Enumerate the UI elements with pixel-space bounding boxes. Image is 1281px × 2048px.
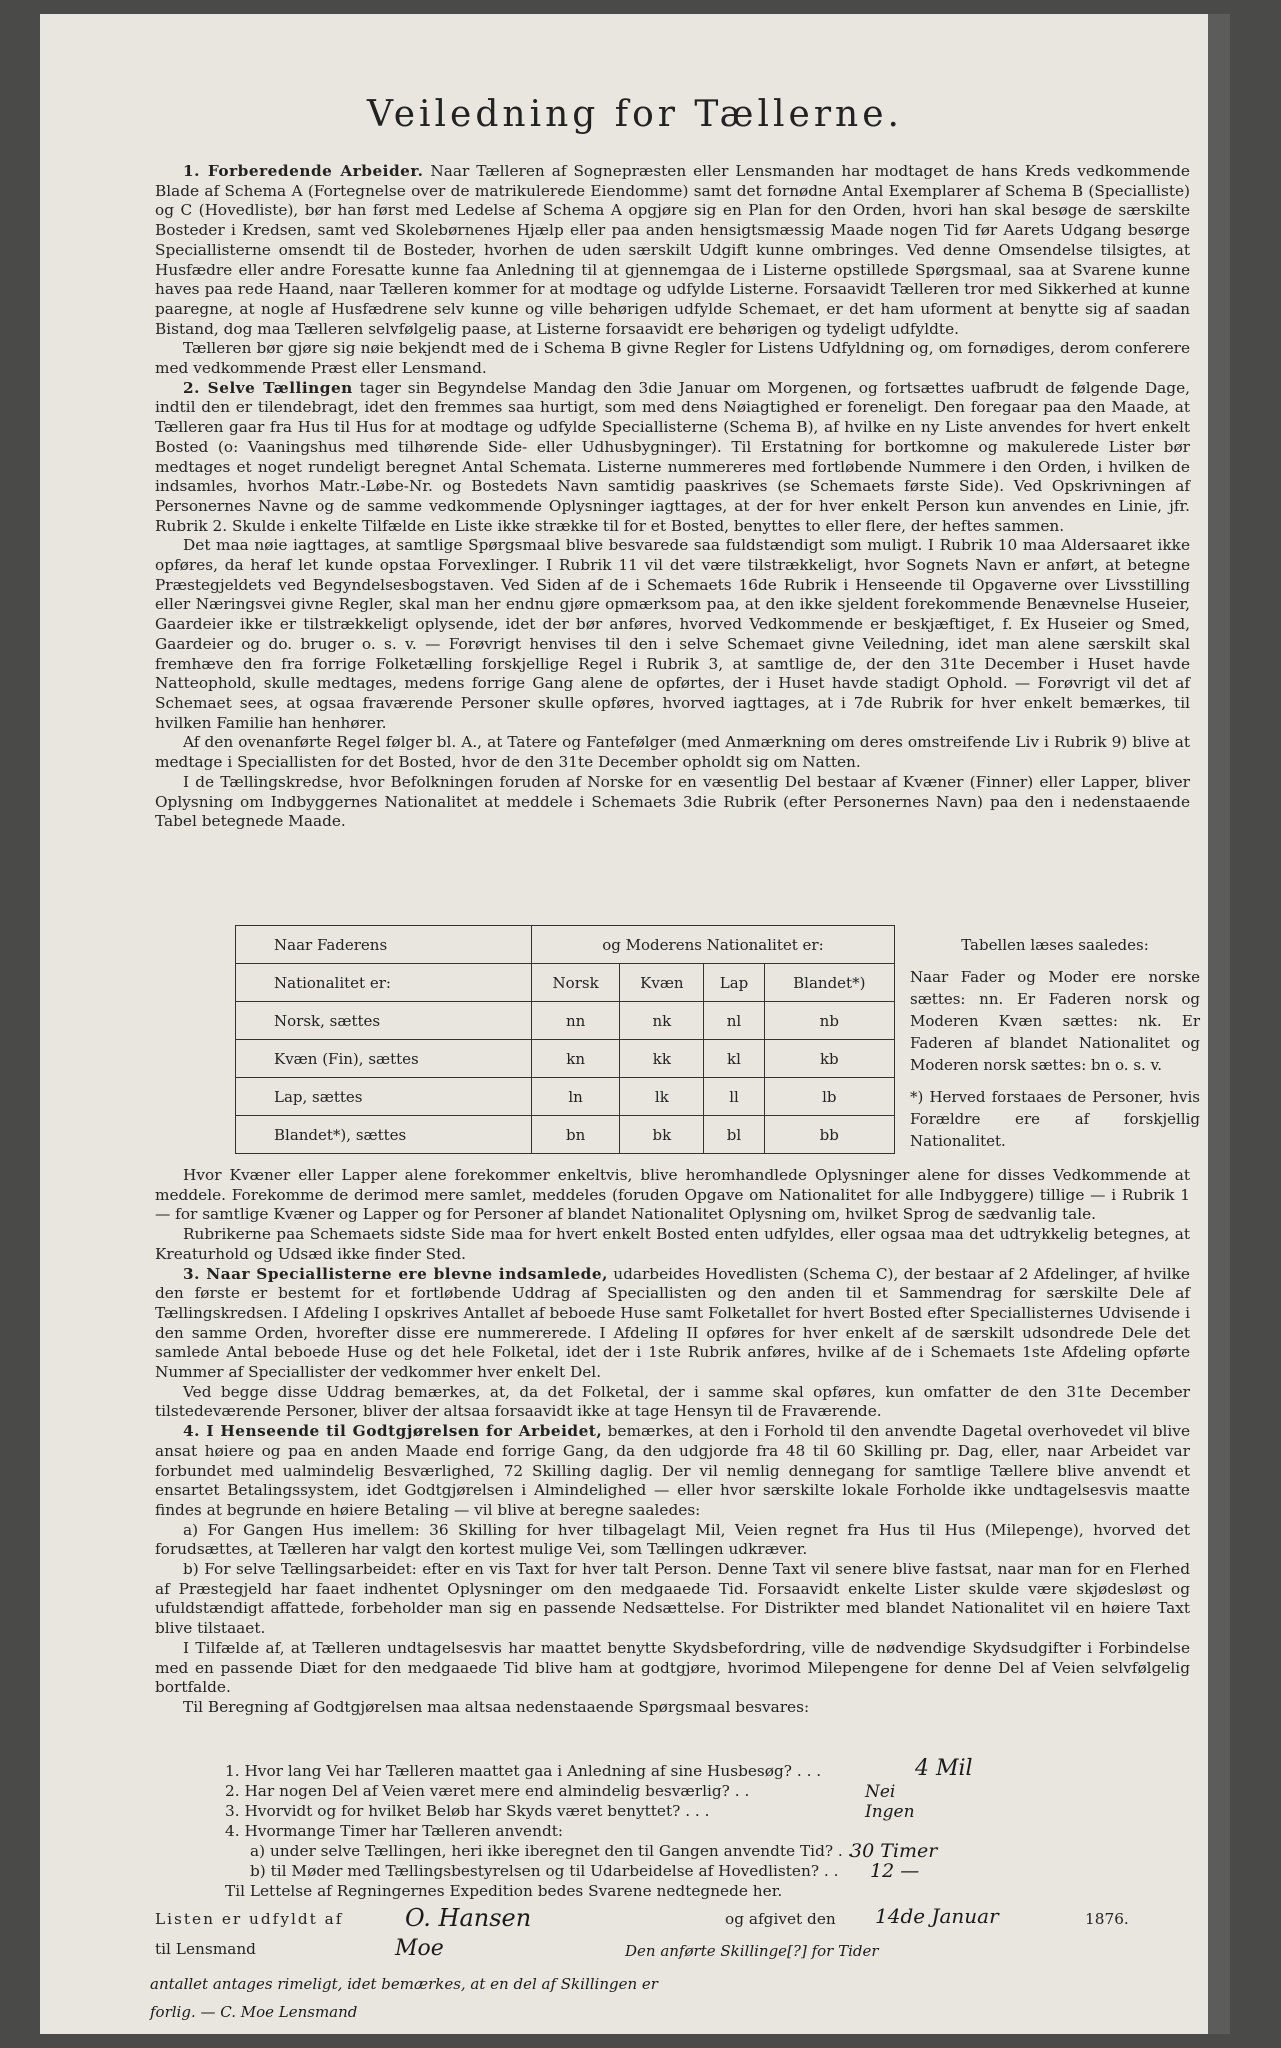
- handwritten-answer: 4 Mil: [915, 1756, 973, 1781]
- paragraph-7: [155, 1166, 1190, 1225]
- question-text: 4. Hvormange Timer har Tælleren anvendt:: [225, 1822, 564, 1840]
- paragraph-text: Af den ovenanførte Regel følger bl. A., at Tatere og Fantefølger (med Anmærkning om deres omstreifende Liv i Rubrik 9) blive at medtage i Speciallisten for det Bosted, hvor de den 31te December opholdt sig om Natten.: [155, 733, 1190, 772]
- paragraph-10: [155, 1383, 1190, 1422]
- notes-heading: Tabellen læses saaledes:: [961, 936, 1149, 954]
- row-label: Norsk, sættes: [236, 1002, 532, 1040]
- paragraph-text: Det maa nøie iagttages, at samtlige Spørgsmaal blive besvarede saa fuldstændigt som muligt. I Rubrik 10 maa Aldersaaret ikke opføres, da heraf let kunde opstaa Forvexlinger. I Rubrik 11 vil det være tilstrækkeligt, hvor Sognets Navn er anført, at betegne Præstegjeldets ved Begyndelsesbogstaven. Ved Siden af de i Schemaets 16de Rubrik i Henseende til Opgaverne over Livsstilling eller Næringsvei givne Regler, skal man her endnu gjøre opmærksom paa, at den ikke sjeldent forekommende Benævnelse Huseier, Gaardeier ikke er tilstrækkeligt oplysende, idet der bør anføres, hvorved Vedkommende er beskjæftiget, f. Ex Huseier og Smed, Gaardeier og do. bruger o. s. v. — Forøvrigt henvises til den i selve Schemaet givne Veiledning, idet man alene særskilt skal fremhæve den fra forrige Folketælling forskjellige Regel i Rubrik 3, at samtlige de, der den 31te December i Huset havde Natteophold, skulle medtages, medens forrige Gang alene de opførtes, der i Huset havde stadigt Ophold. — Forøvrigt vil det af Schemaet sees, at ogsaa fraværende Personer skulle opføres, hvorved iagttages, at i 7de Rubrik for hver enkelt bemærkes, til hvilken Familie han henhører.: [155, 536, 1190, 732]
- paragraph-text: I Tilfælde af, at Tælleren undtagelsesvis har maattet benytte Skydsbefordring, ville de nødvendige Skydsudgifter i Forbindelse med en passende Diæt for den medgaaede Tid blive ham at godtgjøre, hvorimod Milepengene for denne Del af Veien selvfølgelig bortfalde.: [155, 1638, 1190, 1697]
- table-cell: nk: [620, 1002, 704, 1040]
- question-4: [225, 1822, 1190, 1842]
- section-heading: 2. Selve Tællingen: [183, 378, 353, 397]
- lensmand-line: [155, 1936, 1190, 1970]
- table-row: [236, 1040, 895, 1078]
- question-4a: [250, 1842, 1190, 1862]
- lensmand-name: Moe: [395, 1936, 444, 1961]
- paragraph-11: [155, 1422, 1190, 1521]
- lensmand-label: til Lensmand: [155, 1940, 256, 1958]
- handwritten-date: 14de Januar: [875, 1904, 999, 1928]
- table-row: [236, 1078, 895, 1116]
- handwritten-note-line: forlig. — C. Moe Lensmand: [150, 2003, 358, 2021]
- handwritten-note-line: antallet antages rimeligt, idet bemærkes, at en del af Skillingen er: [150, 1975, 658, 1993]
- listen-label: Listen er udfyldt af: [155, 1910, 344, 1928]
- table-header-father: Naar Faderens: [236, 926, 532, 964]
- section-heading: 1. Forberedende Arbeider.: [183, 162, 424, 180]
- table-cell: ll: [704, 1078, 764, 1116]
- question-text: 3. Hvorvidt og for hvilket Beløb har Skyds været benyttet? . . .: [225, 1802, 710, 1820]
- table-cell: bl: [704, 1116, 764, 1154]
- table-header-mother: og Moderens Nationalitet er:: [531, 926, 894, 964]
- closing-note: [225, 1882, 1190, 1902]
- table-notes: [910, 934, 1200, 1162]
- paragraph-text: Hvor Kvæner eller Lapper alene forekommer enkeltvis, blive heromhandlede Oplysninger alene for disses Vedkommende at meddele. Forekomme de derimod mere samlet, meddeles (foruden Opgave om Nationalitet for alle Indbyggere) tillige — i Rubrik 1 — for samtlige Kvæner og Lapper og for Personer af blandet Nationalitet Oplysning om, hvilket Sprog de sædvanlig tale.: [155, 1166, 1190, 1224]
- paragraph-4: [155, 536, 1190, 733]
- paragraph-text: Ved begge disse Uddrag bemærkes, at, da det Folketal, der i samme skal opføres, kun omfatter de den 31te December tilstedeværende Personer, bliver der altsaa forsaavidt ikke at tage Hensyn til de Fraværende.: [155, 1382, 1190, 1421]
- column-header: Blandet*): [764, 964, 894, 1002]
- paragraph-text: udarbeides Hovedlisten (Schema C), der bestaar af 2 Afdelinger, af hvilke den første er bestemt for et fortløbende Uddrag af Speciallisten og den anden til et Sammendrag for særskilte Dele af Tællingskredsen. I Afdeling I opskrives Antallet af beboede Huse samt Folketallet for hvert Bosted efter Speciallisternes Udvisende i den samme Orden, hvorefter disse ere nummererede. I Afdeling II opføres for hver enkelt af de særskilt udsondrede Dele det samlede Antal beboede Huse og det hele Folketal, idet der i 1ste Rubrik anføres, hvilke af de i Schemaets 1ste Afdeling opførte Nummer af Speciallister der vedkommer hver enkelt Del.: [155, 1264, 1190, 1382]
- paragraph-text: b) For selve Tællingsarbeidet: efter en vis Taxt for hver talt Person. Denne Taxt vil senere blive fastsat, naar man for en Flerhed af Præstegjeld har faaet indhentet Oplysninger om den medgaaede Tid. Forsaavidt enkelte Lister skulde være skjødesløst og ufuldstændigt affattede, forbeholder man sig en passende Nedsættelse. For Distrikter med blandet Nationalitet vil en høiere Taxt blive tilstaaet.: [155, 1560, 1190, 1638]
- page-title: Veiledning for Tællerne.: [367, 94, 903, 135]
- handwritten-note: Den anførte Skillinge[?] for Tider: [625, 1942, 879, 1960]
- enumerator-name: O. Hansen: [405, 1904, 532, 1932]
- table-cell: kb: [764, 1040, 894, 1078]
- table-cell: kl: [704, 1040, 764, 1078]
- row-label: Lap, sættes: [236, 1078, 532, 1116]
- paragraph-text: Tælleren bør gjøre sig nøie bekjendt med de i Schema B givne Regler for Listens Udfyldning og, om fornødiges, derom conferere med vedkommende Præst eller Lensmand.: [155, 339, 1190, 378]
- paragraph-text: Naar Tælleren af Sognepræsten eller Lensmanden har modtaget de hans Kreds vedkommende Blade af Schema A (Fortegnelse over de matrikulerede Eiendomme) samt det fornødne Antal Exemplarer af Schema B (Specialliste) og C (Hovedliste), bør han først med Ledelse af Schema A opgjøre sig en Plan for den Orden, hvori han skal besøge de særskilte Bosteder i Kredsen, samt ved Skolebørnenes Hjælp eller paa anden hensigtsmæssig Maade nogen Tid før Aarets Udgang besørge Speciallisterne omsendt til de Bosteder, hvorhen de uden særskilt Udgift kunne ombringes. Ved denne Omsendelse tilsigtes, at Husfædre eller andre Foresatte kunne faa Anledning til at gjennemgaa de i Listerne opstillede Spørgsmaal, saa at Svarene kunne haves paa rede Haand, naar Tælleren kommer for at modtage og udfylde Listerne. Forsaavidt Tælleren tror med Sikkerhed at kunne paaregne, at nogle af Husfædrene selv kunne og ville behørigen udfylde Schemaet, er det ham uforment at benytte sig af saadan Bistand, dog maa Tælleren selvfølgelig paase, at Listerne forsaavidt ere behørigen og tydeligt udfyldte.: [155, 162, 1190, 338]
- handwritten-note-continued: [150, 1970, 1190, 2026]
- table-row: [236, 1116, 895, 1154]
- table-cell: kk: [620, 1040, 704, 1078]
- body-text-2: [155, 1166, 1190, 1718]
- year: 1876.: [1085, 1910, 1129, 1928]
- paragraph-8: [155, 1225, 1190, 1264]
- paragraph-text: tager sin Begyndelse Mandag den 3die Januar om Morgenen, og fortsættes uafbrudt de følgende Dage, indtil den er tilendebragt, idet den fremmes saa hurtigt, som med dens Nøiagtighed er foreneligt. Den foregaar paa den Maade, at Tælleren gaar fra Hus til Hus for at modtage og udfylde Speciallisterne (Schema B), af hvilke en ny Liste anvendes for hvert enkelt Bosted (o: Vaaningshus med tilhørende Side- eller Udhusbygninger). Til Erstatning for bortkomne og makulerede Lister bør medtages et noget rundeligt beregnet Antal Schemata. Listerne nummereres med fortløbende Nummere i den Orden, i hvilken de indsamles, hvorhos Matr.-Løbe-Nr. og Bostedets Navn samtidig paaskrives (se Schemaets første Side). Ved Opskrivningen af Personernes Navne og de samme vedkommende Oplysninger iagttages, at der for hver enkelt Person kun anvendes en Linie, jfr. Rubrik 2. Skulde i enkelte Tilfælde en Liste ikke strække til for et Bosted, benyttes to eller flere, der heftes sammen.: [155, 378, 1190, 535]
- paragraph-9: [155, 1265, 1190, 1383]
- table-cell: ln: [531, 1078, 619, 1116]
- column-header: Norsk: [531, 964, 619, 1002]
- document-page: [40, 14, 1230, 2034]
- table-cell: bk: [620, 1116, 704, 1154]
- question-3: [225, 1802, 1190, 1822]
- table-cell: bb: [764, 1116, 894, 1154]
- handwritten-answer: 30 Timer: [850, 1840, 938, 1862]
- question-text: 1. Hvor lang Vei har Tælleren maattet gaa i Anledning af sine Husbesøg? . . .: [225, 1762, 822, 1780]
- nationality-table: [235, 925, 895, 1154]
- paragraph-15: [155, 1698, 1190, 1718]
- handwritten-answer: Ingen: [865, 1802, 915, 1822]
- paragraph-5: [155, 733, 1190, 772]
- table-cell: nn: [531, 1002, 619, 1040]
- closing-text: Til Lettelse af Regningernes Expedition bedes Svarene nedtegnede her.: [225, 1882, 783, 1900]
- paragraph-text: bemærkes, at den i Forhold til den anvendte Dagetal overhovedet vil blive ansat høiere og paa en anden Maade end forrige Gang, da den udgjorde fra 48 til 60 Skilling pr. Dag, eller, naar Arbeidet var forbundet med ualmindelig Besværlighed, 72 Skilling daglig. Der vil nemlig dennegang for samtlige Tællere blive anvendt et ensartet Betalingssystem, idet Godtgjørelsen i Almindelighed — eller hvor særskilte lokale Forholde ikke undtagelsesvis maatte findes at begrunde en høiere Betaling — vil blive at beregne saaledes:: [155, 1422, 1190, 1519]
- table-cell: kn: [531, 1040, 619, 1078]
- paragraph-3: [155, 379, 1190, 537]
- table-cell: lb: [764, 1078, 894, 1116]
- paragraph-text: I de Tællingskredse, hvor Befolkningen foruden af Norske for en væsentlig Del bestaar af Kvæner (Finner) eller Lapper, bliver Oplysning om Indbyggernes Nationalitet at meddele i Schemaets 3die Rubrik (efter Personernes Navn) paa den i nedenstaaende Tabel betegnede Maade.: [155, 772, 1190, 831]
- table-header-father-2: Nationalitet er:: [236, 964, 532, 1002]
- table-cell: nb: [764, 1002, 894, 1040]
- table-cell: nl: [704, 1002, 764, 1040]
- question-text: a) under selve Tællingen, heri ikke iberegnet den til Gangen anvendte Tid? . .: [250, 1842, 853, 1860]
- question-4b: [250, 1862, 1190, 1882]
- handwritten-answer: Nei: [865, 1782, 896, 1802]
- question-1: [225, 1756, 1190, 1782]
- paragraph-text: Rubrikerne paa Schemaets sidste Side maa for hvert enkelt Bosted enten udfyldes, eller ogsaa maa det udtrykkelig betegnes, at Kreaturhold og Udsæd ikke finder Sted.: [155, 1225, 1190, 1263]
- question-2: [225, 1782, 1190, 1802]
- page-edge-shadow: [1208, 14, 1230, 2034]
- column-header: Lap: [704, 964, 764, 1002]
- row-label: Kvæn (Fin), sættes: [236, 1040, 532, 1078]
- paragraph-13: [155, 1560, 1190, 1639]
- section-heading: 3. Naar Speciallisterne ere blevne indsamlede,: [183, 1264, 608, 1283]
- signature-line: [155, 1904, 1190, 1940]
- afgivet-label: og afgivet den: [725, 1910, 836, 1928]
- section-heading: 4. I Henseende til Godtgjørelsen for Arbeidet,: [183, 1422, 603, 1441]
- column-header: Kvæn: [620, 964, 704, 1002]
- table-cell: lk: [620, 1078, 704, 1116]
- paragraph-2: [155, 339, 1190, 378]
- table-cell: bn: [531, 1116, 619, 1154]
- paragraph-14: [155, 1639, 1190, 1698]
- paragraph-text: Til Beregning af Godtgjørelsen maa altsaa nedenstaaende Spørgsmaal besvares:: [183, 1697, 810, 1716]
- paragraph-12: [155, 1521, 1190, 1560]
- table-row: [236, 1002, 895, 1040]
- question-text: b) til Møder med Tællingsbestyrelsen og til Udarbeidelse af Hovedlisten? . .: [250, 1862, 839, 1880]
- handwritten-answer: 12 —: [870, 1860, 920, 1882]
- paragraph-6: [155, 773, 1190, 832]
- paragraph-1: [155, 162, 1190, 339]
- body-text: [155, 162, 1190, 832]
- paragraph-text: a) For Gangen Hus imellem: 36 Skilling for hver tilbagelagt Mil, Veien regnet fra Hus til Hus (Milepenge), hvorved det forudsættes, at Tælleren har valgt den kortest mulige Vei, som Tællingen udkræver.: [155, 1520, 1190, 1559]
- row-label: Blandet*), sættes: [236, 1116, 532, 1154]
- notes-body: Naar Fader og Moder ere norske sættes: nn. Er Faderen norsk og Moderen Kvæn sættes: nk. Er Faderen af blandet Nationalitet og Moderen norsk sættes: bn o. s. v.: [910, 968, 1200, 1074]
- question-text: 2. Har nogen Del af Veien været mere end almindelig besværlig? . .: [225, 1782, 750, 1800]
- questions-block: [150, 1756, 1190, 2026]
- notes-footnote: *) Herved forstaaes de Personer, hvis Forældre ere af forskjellig Nationalitet.: [910, 1088, 1200, 1150]
